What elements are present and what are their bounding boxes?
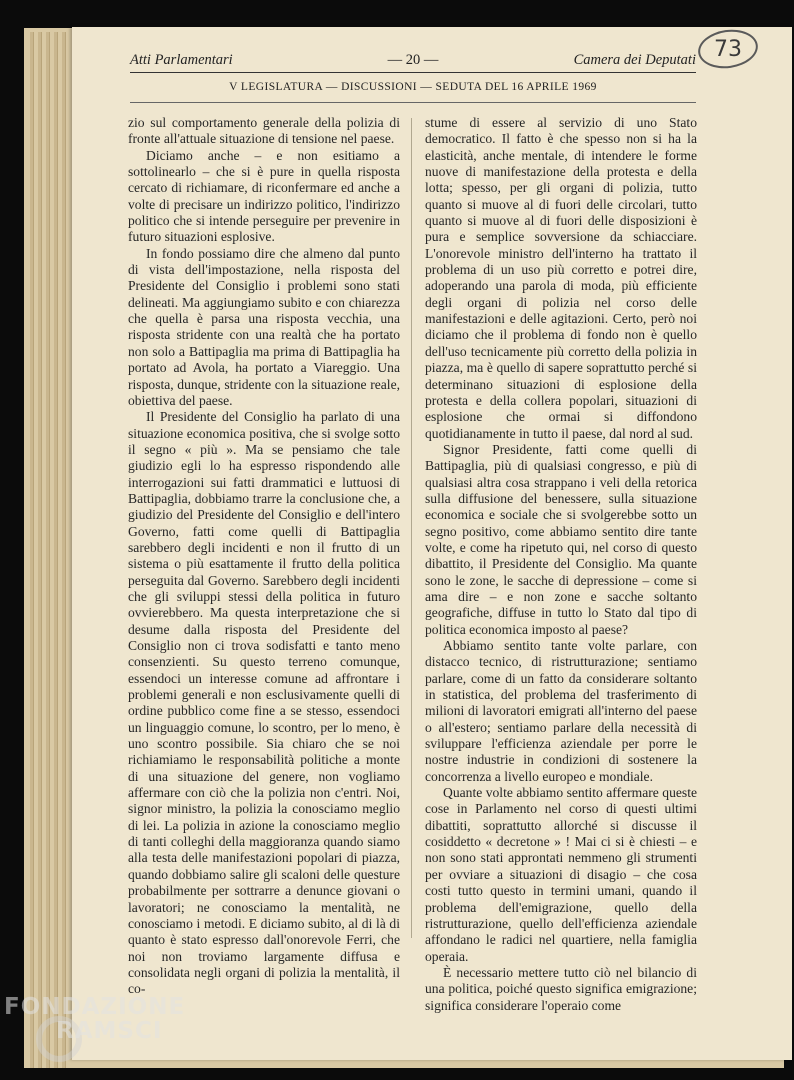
watermark-line2: RAMSCI	[56, 1018, 163, 1044]
header-page-number: — 20 —	[387, 52, 439, 68]
right-column	[425, 115, 697, 1014]
session-rule	[130, 102, 696, 103]
paragraph: Abbiamo sentito tante volte parlare, con distacco tecnico, di ristrutturazione; sentiamo parlare, come di un fatto da considerare soltanto in statistica, del problema del trasferimento di milioni di lavoratori emigrati all'interno del paese o all'estero; sentiamo parlare della necessità di sviluppare l'efficienza aziendale per porre le nostre industrie in condizioni di sostenere la concorrenza a livello europeo e mondiale.	[425, 638, 697, 784]
running-header	[130, 52, 696, 74]
page-number-text: 73	[714, 36, 742, 62]
watermark-logo	[4, 994, 204, 1074]
paragraph: Diciamo anche – e non esitiamo a sottolinearlo – che si è pure in quella risposta cercato di richiamare, di riconfermare ed anche a volte di precisare un indirizzo politico, l'indirizzo politico che si intende perseguire per prevenire in futuro situazioni esplosive.	[128, 147, 400, 245]
column-divider	[411, 118, 412, 938]
page-edge	[46, 32, 50, 1068]
paragraph: zio sul comportamento generale della polizia di fronte all'attuale situazione di tensione nel paese.	[128, 115, 400, 147]
circle-mark-icon	[696, 26, 761, 72]
paragraph: stume di essere al servizio di uno Stato democratico. Il fatto è che spesso non si ha la elasticità, anche mentale, di intendere le forme nuove di manifestazione della protesta e della lotta; spesso, per gli organi di polizia, tutto quanto si muove al di fuori delle circolari, tutto quanto si muove al di fuori delle disposizioni è pura e semplice sovversione da schiacciare. L'onorevole ministro dell'interno ha trattato il problema di un uso più corretto e potrei dire, adoperando una parola di moda, più efficiente degli organi di polizia nel corso delle manifestazioni e delle agitazioni. Certo, però noi diciamo che il problema di fondo non è quello dell'uso tecnicamente più corretto della polizia in piazza, ma è quello di sapere soprattutto perché si determinano situazioni di esplosione della protesta e della collera popolari, situazioni di esplosione che ormai si diffondono quotidianamente in tutto il paese, dal nord al sud.	[425, 115, 697, 441]
watermark-line1: FONDAZIONE	[4, 994, 186, 1020]
paragraph: Signor Presidente, fatti come quelli di Battipaglia, più di qualsiasi congresso, e più di qualsiasi altra cosa strappano i veli della retorica sulla diffusione del benessere, sulla situazione economica e sociale che si svolgerebbe sotto un segno positivo, come abbiamo sentito dire tante volte, e come ha ripetuto qui, nel corso di questo dibattito, il Presidente del Consiglio. Ma quante sono le zone, le sacche di depressione – come si ama dire – e non zone e sacche soltanto geografiche, diffuse in tutto lo Stato dal tipo di politica economica imposto al paese?	[425, 441, 697, 637]
header-left: Atti Parlamentari	[130, 52, 233, 68]
page-edge	[62, 32, 66, 1068]
page-edge	[54, 32, 58, 1068]
header-rule	[130, 72, 696, 73]
page-edge	[30, 32, 34, 1068]
page-edge	[38, 32, 42, 1068]
handwritten-page-number	[698, 30, 758, 68]
header-right: Camera dei Deputati	[573, 52, 696, 68]
paragraph: Quante volte abbiamo sentito affermare queste cose in Parlamento nel corso di questi ultimi dibattiti, soprattutto allorché si discusse il cosiddetto « decretone » ! Mai ci si è chiesti – e non sono stati approntati nemmeno gli strumenti per ovviare a situazioni di disagio – che cosa costi tutto questo in termini umani, quando il problema dell'emigrazione, quello della ristrutturazione, quello dell'efficienza aziendale affondano le radici nel quartiere, nella famiglia operaia.	[425, 785, 697, 964]
left-column	[128, 115, 400, 998]
paragraph: È necessario mettere tutto ciò nel bilancio di una politica, poiché questo significa emigrazione; significa considerare l'operaio come	[425, 964, 697, 1013]
session-line: V LEGISLATURA — DISCUSSIONI — SEDUTA DEL 16 APRILE 1969	[229, 81, 597, 93]
paragraph: In fondo possiamo dire che almeno dal punto di vista dell'impostazione, nella risposta del Presidente del Consiglio i problemi sono stati delineati. Ma aggiungiamo subito e con chiarezza che quella è parsa una risposta vecchia, una risposta stridente con una realtà che ha portato non solo a Battipaglia ma prima di Battipaglia ha portato ad Avola, ha portato a Viareggio. Una risposta, dunque, stridente con la situazione reale, obiettiva del paese.	[128, 245, 400, 408]
paragraph: Il Presidente del Consiglio ha parlato di una situazione economica positiva, che si svolge sotto il segno « più ». Ma se pensiamo che tale giudizio egli lo ha espresso rispondendo alle interrogazioni sui fatti drammatici e luttuosi di Battipaglia, dobbiamo trarre la conclusione che, a giudizio del Presidente del Consiglio e dell'intero Governo, fatti come quelli di Battipaglia sarebbero degli incidenti e non il frutto di un sistema o più esattamente il frutto della politica perseguita dal Governo. Sarebbero degli incidenti che gli sviluppi stessi della politica in futuro ovvierebbero. Ma questa interpretazione che si desume dalla risposta del Presidente del Consiglio non ci trova sodisfatti e tanto meno consenzienti. Su questo terreno comunque, essendoci un interesse comune ad affrontare i problemi generali e non esclusivamente quelli di ordine pubblico come fine a se stesso, essendoci un linguaggio comune, lo scontro, per lo meno, è uno scontro possibile. Sia chiaro che se noi richiamiamo le responsabilità politiche a monte di una situazione del genere, non vogliamo affermare con ciò che la polizia non c'entri. Noi, signor ministro, la polizia la conosciamo meglio di lei. La polizia in azione la conosciamo meglio di tanti colleghi della maggioranza quando siamo alla testa delle manifestazioni popolari di piazza, quando dobbiamo salire gli scaloni delle questure probabilmente per sottrarre a denunce giovani o lavoratori; ne conosciamo la mentalità, ne conosciamo i metodi. E diciamo subito, al di là di quanto è stato espresso dall'onorevole Ferri, che noi non troviamo largamente diffusa e consolidata negli organi di polizia la mentalità, il co-	[128, 409, 400, 997]
